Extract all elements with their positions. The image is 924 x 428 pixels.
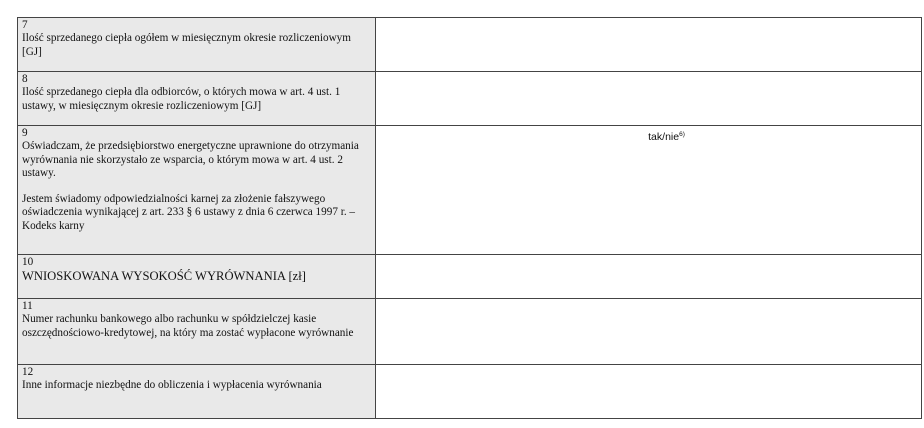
field-description: Numer rachunku bankowego albo rachunku w spółdzielczej kasie oszczędnościowo-kredytowej, na który ma zostać wypłacone wyrównanie: [22, 313, 354, 339]
field-description: WNIOSKOWANA WYSOKOŚĆ WYRÓWNANIA [zł]: [22, 269, 306, 284]
form-row-12: [18, 365, 922, 419]
yes-no-option[interactable]: [376, 126, 921, 144]
field-label-8: [18, 72, 376, 126]
yes-no-label: tak/nie: [648, 131, 680, 143]
field-number: 11: [22, 300, 33, 312]
form-row-7: [18, 18, 922, 72]
field-label-11: [18, 299, 376, 365]
field-number: 8: [22, 73, 28, 85]
declaration-answer-field[interactable]: [376, 126, 922, 255]
form-row-9: [18, 126, 922, 255]
field-label-10: [18, 255, 376, 299]
compensation-form-table: [17, 17, 922, 419]
heat-sold-recipients-field[interactable]: [376, 72, 922, 126]
bank-account-field[interactable]: [376, 299, 922, 365]
field-number: 7: [22, 19, 28, 31]
other-info-field[interactable]: [376, 365, 922, 419]
field-number: 12: [22, 366, 34, 378]
footnote-ref: 6): [679, 131, 685, 138]
field-label-7: [18, 18, 376, 72]
field-description: Ilość sprzedanego ciepła ogółem w miesięcznym okresie rozliczeniowym [GJ]: [22, 32, 351, 58]
form-row-11: [18, 299, 922, 365]
form-row-8: [18, 72, 922, 126]
heat-sold-total-field[interactable]: [376, 18, 922, 72]
field-label-9: [18, 126, 376, 255]
form-row-10: [18, 255, 922, 299]
field-number: 10: [22, 256, 34, 268]
declaration-text: Oświadczam, że przedsiębiorstwo energetyczne uprawnione do otrzymania wyrównania nie skorzystało ze wsparcia, o którym mowa w art. 4 ust. 2 ustawy.: [22, 140, 359, 179]
field-description: Ilość sprzedanego ciepła dla odbiorców, o których mowa w art. 4 ust. 1 ustawy, w miesięcznym okresie rozliczeniowym [GJ]: [22, 86, 341, 112]
liability-statement: Jestem świadomy odpowiedzialności karnej za złożenie fałszywego oświadczenia wynikającej z art. 233 § 6 ustawy z dnia 6 czerwca 1997 r. – Kodeks karny: [22, 193, 356, 232]
field-label-12: [18, 365, 376, 419]
field-description: Inne informacje niezbędne do obliczenia i wypłacenia wyrównania: [22, 379, 322, 392]
requested-amount-field[interactable]: [376, 255, 922, 299]
field-number: 9: [22, 127, 28, 139]
